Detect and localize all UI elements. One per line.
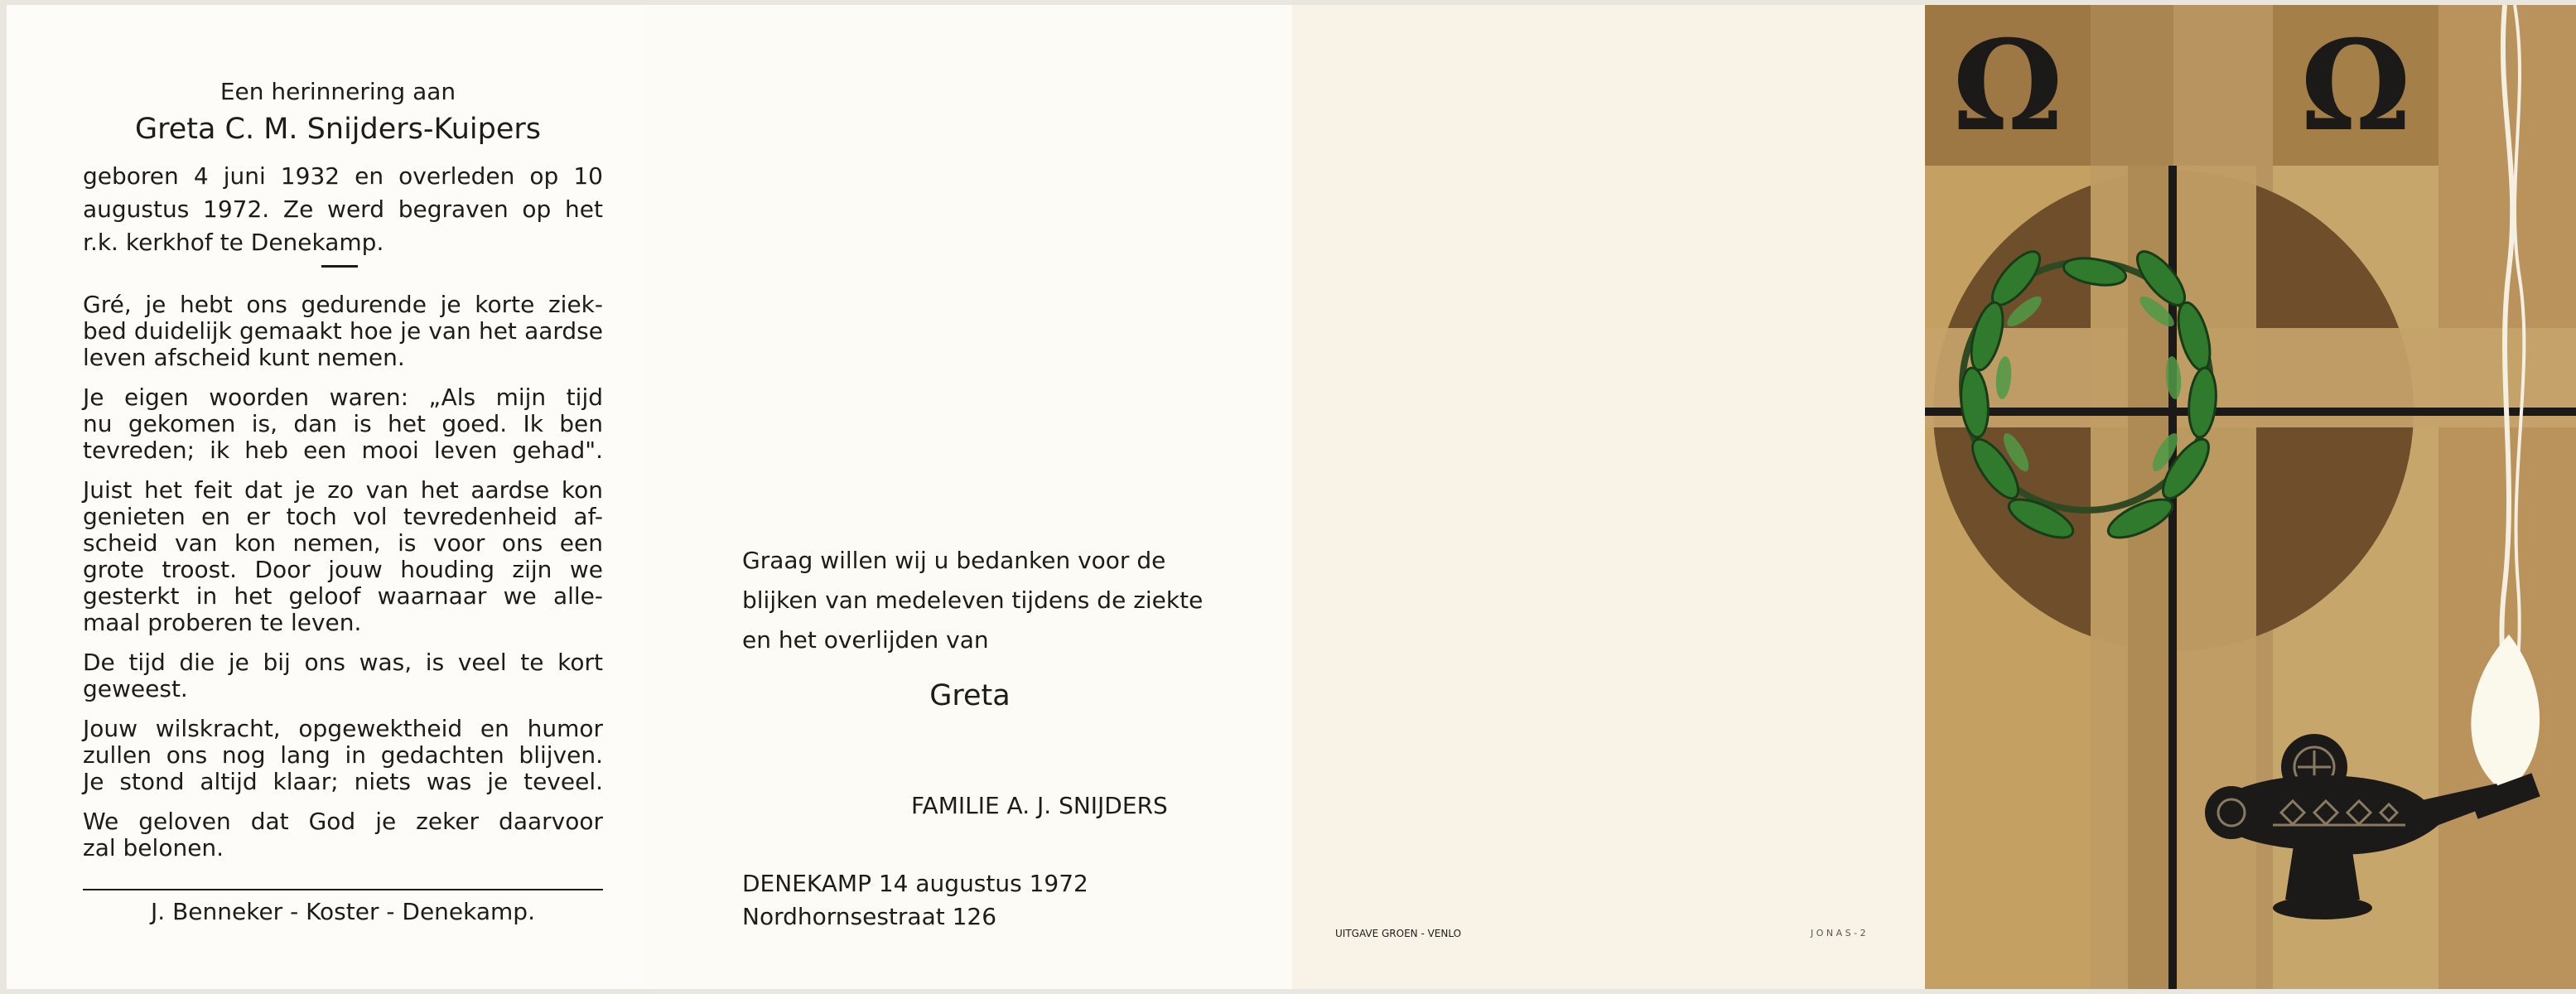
thanks-line: en het overlijden van: [742, 626, 989, 654]
address: Nordhornsestraat 126: [742, 903, 997, 930]
intro-line: Een herinnering aan: [219, 78, 456, 105]
memorial-paragraph-line: zullen ons nog lang in gedachten blijven.: [83, 741, 603, 769]
omega-icon: Ω: [1952, 13, 2063, 159]
memorial-paragraph-line: Gré, je hebt ons gedurende je korte ziek-: [83, 291, 603, 318]
divider: [321, 265, 358, 268]
memorial-paragraph-line: grote troost. Door jouw houding zijn we: [83, 556, 603, 583]
memorial-paragraph-line: scheid van kon nemen, is voor ons een: [83, 529, 603, 557]
memorial-paragraph-line: Juist het feit dat je zo van het aardse kon: [83, 476, 603, 504]
printer-credit: J. Benneker - Koster - Denekamp.: [151, 898, 535, 925]
memorial-paragraph-line: nu gekomen is, dan is het goed. Ik ben: [83, 410, 603, 437]
thanks-line: blijken van medeleven tijdens de ziekte: [742, 586, 1204, 614]
memorial-paragraph-line: We geloven dat God je zeker daarvoor: [83, 808, 603, 835]
memorial-paragraph-line: Je eigen woorden waren: „Als mijn tijd: [83, 384, 603, 411]
memorial-text-panel: [7, 5, 644, 989]
memorial-paragraph-line: De tijd die je bij ons was, is veel te kort: [83, 649, 603, 676]
birth-death-line: r.k. kerkhof te Denekamp.: [83, 229, 384, 256]
memorial-paragraph-line: maal proberen te leven.: [83, 609, 362, 636]
memorial-paragraph-line: Jouw wilskracht, opgewektheid en humor: [83, 715, 603, 742]
place-date: DENEKAMP 14 augustus 1972: [742, 870, 1088, 897]
omega-icon: Ω: [2300, 13, 2411, 159]
blank-panel: [1292, 5, 1925, 989]
memorial-paragraph-line: leven afscheid kunt nemen.: [83, 344, 405, 371]
footer-rule: [83, 889, 603, 890]
memorial-paragraph-line: gesterkt in het geloof waarnaar we alle-: [83, 582, 603, 610]
memorial-paragraph-line: geweest.: [83, 675, 188, 702]
thanks-panel: [644, 5, 1292, 989]
memorial-artwork: [1925, 5, 2576, 989]
thanks-name: Greta: [929, 679, 1011, 712]
birth-death-line: geboren 4 juni 1932 en overleden op 10: [83, 162, 603, 190]
memorial-paragraph-line: genieten en er toch vol tevredenheid af-: [83, 503, 603, 530]
thanks-line: Graag willen wij u bedanken voor de: [742, 547, 1166, 574]
family-signature: FAMILIE A. J. SNIJDERS: [911, 792, 1168, 819]
deceased-name: Greta C. M. Snijders-Kuipers: [134, 113, 542, 146]
series-code: J O N A S - 2: [1811, 928, 1866, 939]
memorial-paragraph-line: Je stond altijd klaar; niets was je teveel.: [83, 768, 603, 795]
memorial-paragraph-line: tevreden; ik heb een mooi leven gehad".: [83, 437, 603, 464]
publisher-credit: UITGAVE GROEN - VENLO: [1335, 928, 1462, 939]
artwork-panel: [1925, 5, 2576, 989]
memorial-paragraph-line: bed duidelijk gemaakt hoe je van het aardse: [83, 317, 603, 345]
memorial-paragraph-line: zal belonen.: [83, 834, 224, 861]
birth-death-line: augustus 1972. Ze werd begraven op het: [83, 195, 603, 223]
